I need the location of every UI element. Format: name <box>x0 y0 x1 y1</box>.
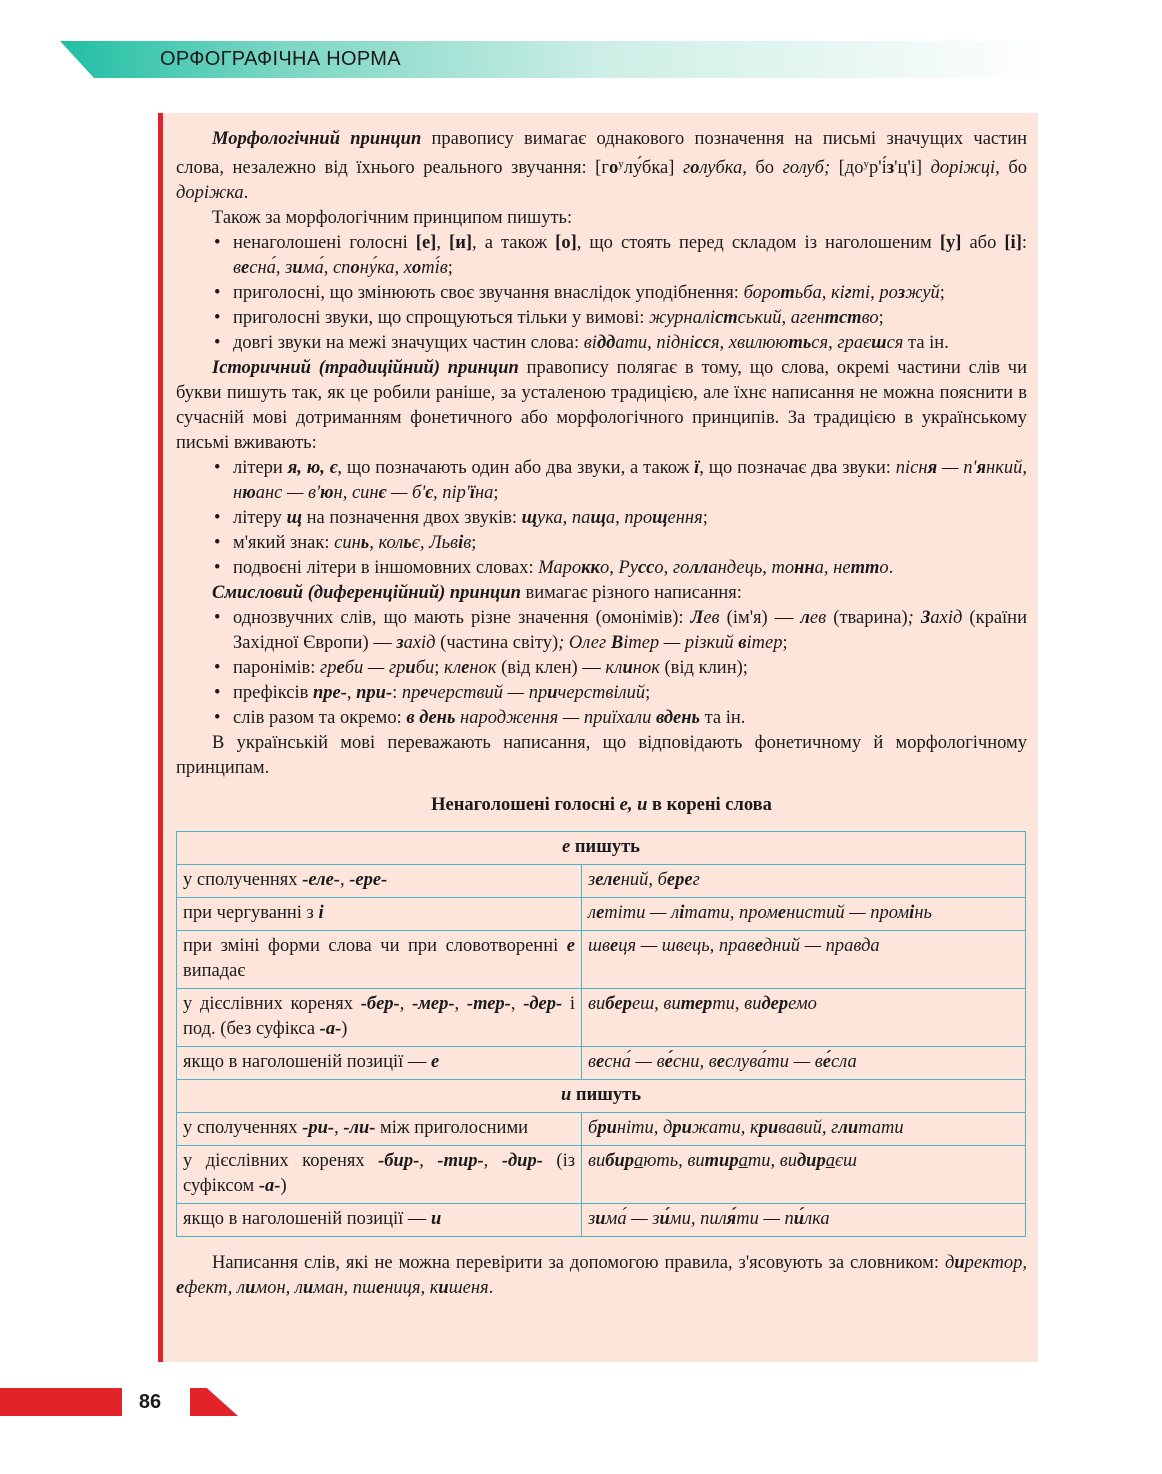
main-text <box>176 127 1027 1301</box>
list-item: • ненаголошені голосні [е], [и], а також [о], що стоять перед складом із наголошеним [у] або [і]: весна́, зима́, спону́ка, хоті́в; <box>176 231 1027 281</box>
list-item: • приголосні, що змінюють своє звучання внаслідок уподібнення: боротьба, кігті, розжуй; <box>176 281 1027 306</box>
sense-list <box>176 606 1027 731</box>
morphological-principle-paragraph: Морфологічний принцип правопису вимагає однакового позначення на письмі значущих частин слова, незалежно від їхнього реального звучання: $[го^улу́бка]$ голубка, бо голуб; $[до^ур'і́з'ц'і]$ доріжці, бо доріжка. <box>176 129 1028 203</box>
list-item: • подвоєні літери в іншомовних словах: Марокко, Руссо, голландець, тонна, нетто. <box>176 556 1027 581</box>
list-item: • однозвучних слів, що мають різне значення (омонімів): Лев (ім'я) — лев (тварина); Захід (країни Західної Європи) — захід (частина світу); Олег Вітер — різкий вітер; <box>176 606 1027 656</box>
table-row: при зміні форми слова чи при словотворенні е випадає швеця — швець, праведний — правда <box>177 931 1026 989</box>
rules-table <box>176 831 1026 1237</box>
list-item: • літери я, ю, є, що позначають один або два звуки, а також ї, що позначає два звуки: пісня — п'янкий, нюанс — в'юн, синє — б'є, пір'їна; <box>176 456 1027 506</box>
table-row: при чергуванні з і летіти — літати, променистий — промінь <box>177 898 1026 931</box>
table-row: у дієслівних коренях -бер-, -мер-, -тер-, -дер- і под. (без суфікса -а-) вибереш, витерти, видеремо <box>177 989 1026 1047</box>
footer-arrow <box>190 1388 238 1416</box>
conclusion-paragraph: В українській мові переважають написання, що відповідають фонетичному й морфологічному принципам. <box>176 733 1027 778</box>
semantic-principle-paragraph: Смисловий (диференційний) принцип вимагає різного написання: <box>212 583 742 603</box>
morph-list <box>176 231 1027 356</box>
table-row: якщо в наголошеній позиції — и зима́ — зи́ми, пиля́ти — пи́лка <box>177 1204 1026 1237</box>
list-item: • м'який знак: синь, кольє, Львів; <box>176 531 1027 556</box>
table-section-header: е пишуть <box>177 832 1026 865</box>
historical-principle-paragraph: Історичний (традиційний) принцип правопису полягає в тому, що слова, окремі частини слів чи букви пишуть так, як це робили раніше, за усталеною традицією, але їхнє написання не можна пояснити в сучасній мові дотриманням фонетичного або морфологічного принципів. За традицією в українському письмі вживають: <box>176 358 1027 453</box>
table-row: у сполученнях -еле-, -ере- зелений, берег <box>177 865 1026 898</box>
list-item: • слів разом та окремо: в день народження — приїхали вдень та ін. <box>176 706 1027 731</box>
hist-list <box>176 456 1027 581</box>
list-item: • літеру щ на позначення двох звуків: щука, паща, прощення; <box>176 506 1027 531</box>
page-number: 86 <box>122 1386 178 1418</box>
also-line: Також за морфологічним принципом пишуть: <box>212 208 573 228</box>
table-row: у сполученнях -ри-, -ли- між приголосними бриніти, дрижати, кривавий, глитати <box>177 1113 1026 1146</box>
list-item: • префіксів пре-, при-: пречерствий — причерствілий; <box>176 681 1027 706</box>
table-section-header: и пишуть <box>177 1080 1026 1113</box>
footer-bar <box>0 1388 122 1416</box>
list-item: • паронімів: греби — гриби; кленок (від клен) — клинок (від клин); <box>176 656 1027 681</box>
table-row: у дієслівних коренях -бир-, -тир-, -дир- (із суфіксом -а-) вибирають, витирати, видираєш <box>177 1146 1026 1204</box>
table-caption: Ненаголошені голосні е, и в корені слова <box>431 795 772 815</box>
final-paragraph: Написання слів, які не можна перевірити за допомогою правила, з'ясовують за словником: директор, ефект, лимон, лиман, пшениця, кишеня. <box>176 1253 1027 1298</box>
list-item: • приголосні звуки, що спрощуються тільки у вимові: журналістський, агентство; <box>176 306 1027 331</box>
section-title: ОРФОГРАФІЧНА НОРМА <box>160 48 401 70</box>
table-row: якщо в наголошеній позиції — е весна́ — ве́сни, веслува́ти — ве́сла <box>177 1047 1026 1080</box>
list-item: • довгі звуки на межі значущих частин слова: віддати, піднісся, хвилюються, граєшся та ін. <box>176 331 1027 356</box>
content-accent-bar <box>158 113 163 1362</box>
